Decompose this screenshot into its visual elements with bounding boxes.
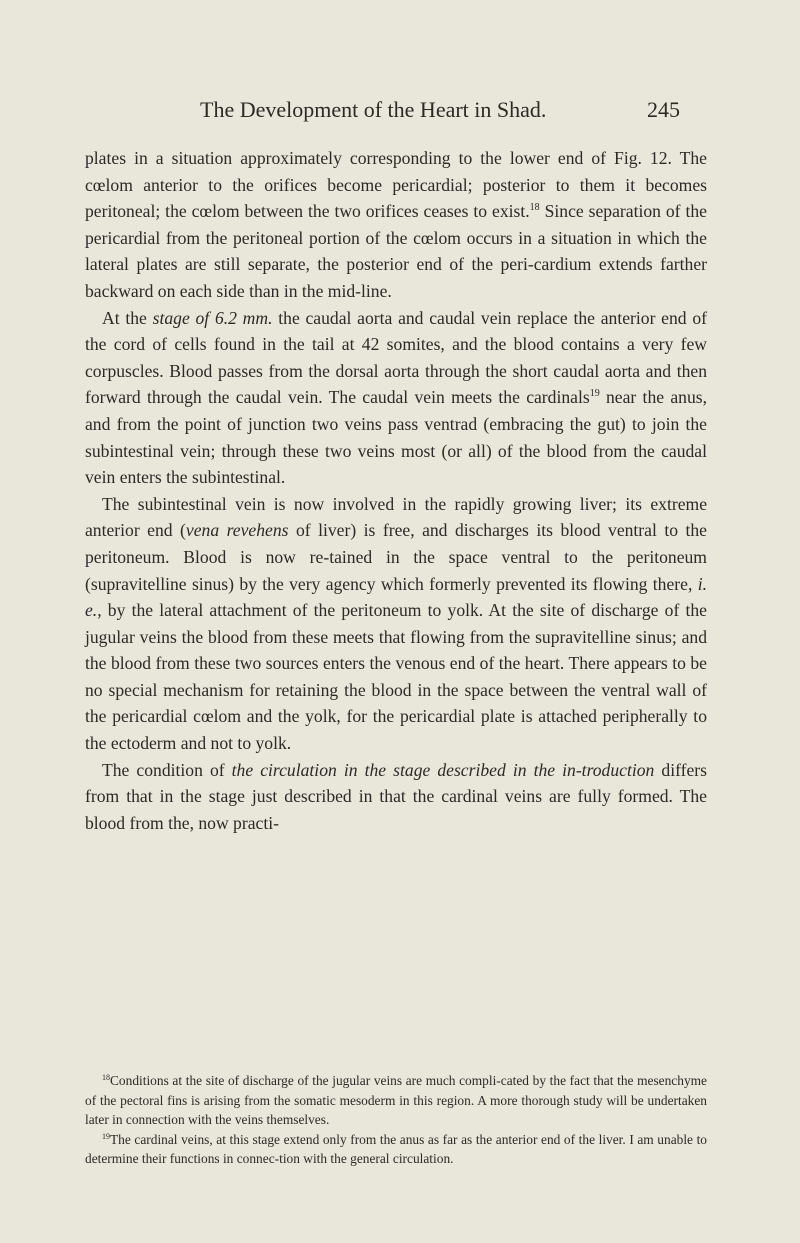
footnote-reference: 19 bbox=[589, 388, 600, 400]
italic-text: the circulation in the stage described in the in-troduction bbox=[231, 759, 655, 780]
italic-text: i. e., bbox=[85, 573, 707, 621]
text-run: by the lateral attachment of the peritoneum to yolk. At the site of discharge of the jugular veins the blood from these meets that flowing from the supravitelline sinus; and the blood from these two sources enters the venous end of the heart. There appears to be no special mechanism for retaining the blood in the space between the ventral wall of the pericardial cœlom and the yolk, for the pericardial plate is attached peripherally to the ectoderm and not to yolk. bbox=[85, 600, 707, 754]
text-run: The subintestinal vein is now involved in the rapidly growing liver; its extreme anterior end ( bbox=[85, 493, 707, 541]
footnote-reference: 18 bbox=[529, 202, 540, 214]
footnote bbox=[85, 1071, 707, 1130]
paragraph bbox=[85, 757, 707, 837]
footnote-marker: 18 bbox=[102, 1073, 110, 1082]
text-run: Since separation of the pericardial from the peritoneal portion of the cœlom occurs in a situation in which the lateral plates are still separate, the posterior end of the peri-cardium extends farther backward on each side than in the mid-line. bbox=[85, 201, 707, 301]
footnote-marker: 19 bbox=[102, 1131, 110, 1141]
page-number: 245 bbox=[647, 97, 680, 122]
text-run: of liver) is free, and discharges its blood ventral to the peritoneum. Blood is now re-tained in the space ventral to the peritoneum (supravitelline sinus) by the very agency which formerly prevented its flowing there, bbox=[85, 520, 707, 594]
text-run: plates in a situation approximately corresponding to the lower end of Fig. 12. The cœlom anterior to the orifices become pericardial; posterior to them it becomes peritoneal; the cœlom between the two orifices ceases to exist. bbox=[85, 148, 707, 222]
text-run: The condition of bbox=[102, 759, 232, 780]
running-head bbox=[200, 95, 680, 125]
footnotes bbox=[85, 1071, 707, 1169]
paragraph bbox=[85, 305, 707, 491]
body-text bbox=[85, 145, 707, 836]
text-run: At the bbox=[102, 307, 153, 328]
text-run: the caudal aorta and caudal vein replace the anterior end of the cord of cells found in the tail at 42 somites, and the blood contains a very few corpuscles. Blood passes from the dorsal aorta through the short caudal aorta and then forward through the caudal vein. The caudal vein meets the cardinals bbox=[85, 307, 707, 408]
text-run: differs from that in the stage just described in that the cardinal veins are fully formed. The blood from the, now practi- bbox=[85, 759, 707, 833]
italic-text: vena revehens bbox=[185, 520, 289, 541]
italic-text: stage of 6.2 mm. bbox=[152, 307, 273, 328]
running-head-title: The Development of the Heart in Shad. bbox=[200, 97, 547, 122]
paragraph bbox=[85, 491, 707, 757]
footnote bbox=[85, 1130, 707, 1169]
footnote-text: Conditions at the site of discharge of the jugular veins are much compli-cated by the fact that the mesenchyme of the pectoral fins is arising from the somatic mesoderm in this region. A more thorough study will be undertaken later in connection with the veins themselves. bbox=[85, 1073, 707, 1128]
paragraph bbox=[85, 145, 707, 305]
footnote-text: The cardinal veins, at this stage extend only from the anus as far as the anterior end of the liver. I am unable to determine their functions in connec-tion with the general circulation. bbox=[85, 1131, 707, 1167]
text-run: near the anus, and from the point of junction two veins pass ventrad (embracing the gut) to join the subintestinal vein; through these two veins most (or all) of the blood from the caudal vein enters the subintestinal. bbox=[85, 387, 707, 488]
